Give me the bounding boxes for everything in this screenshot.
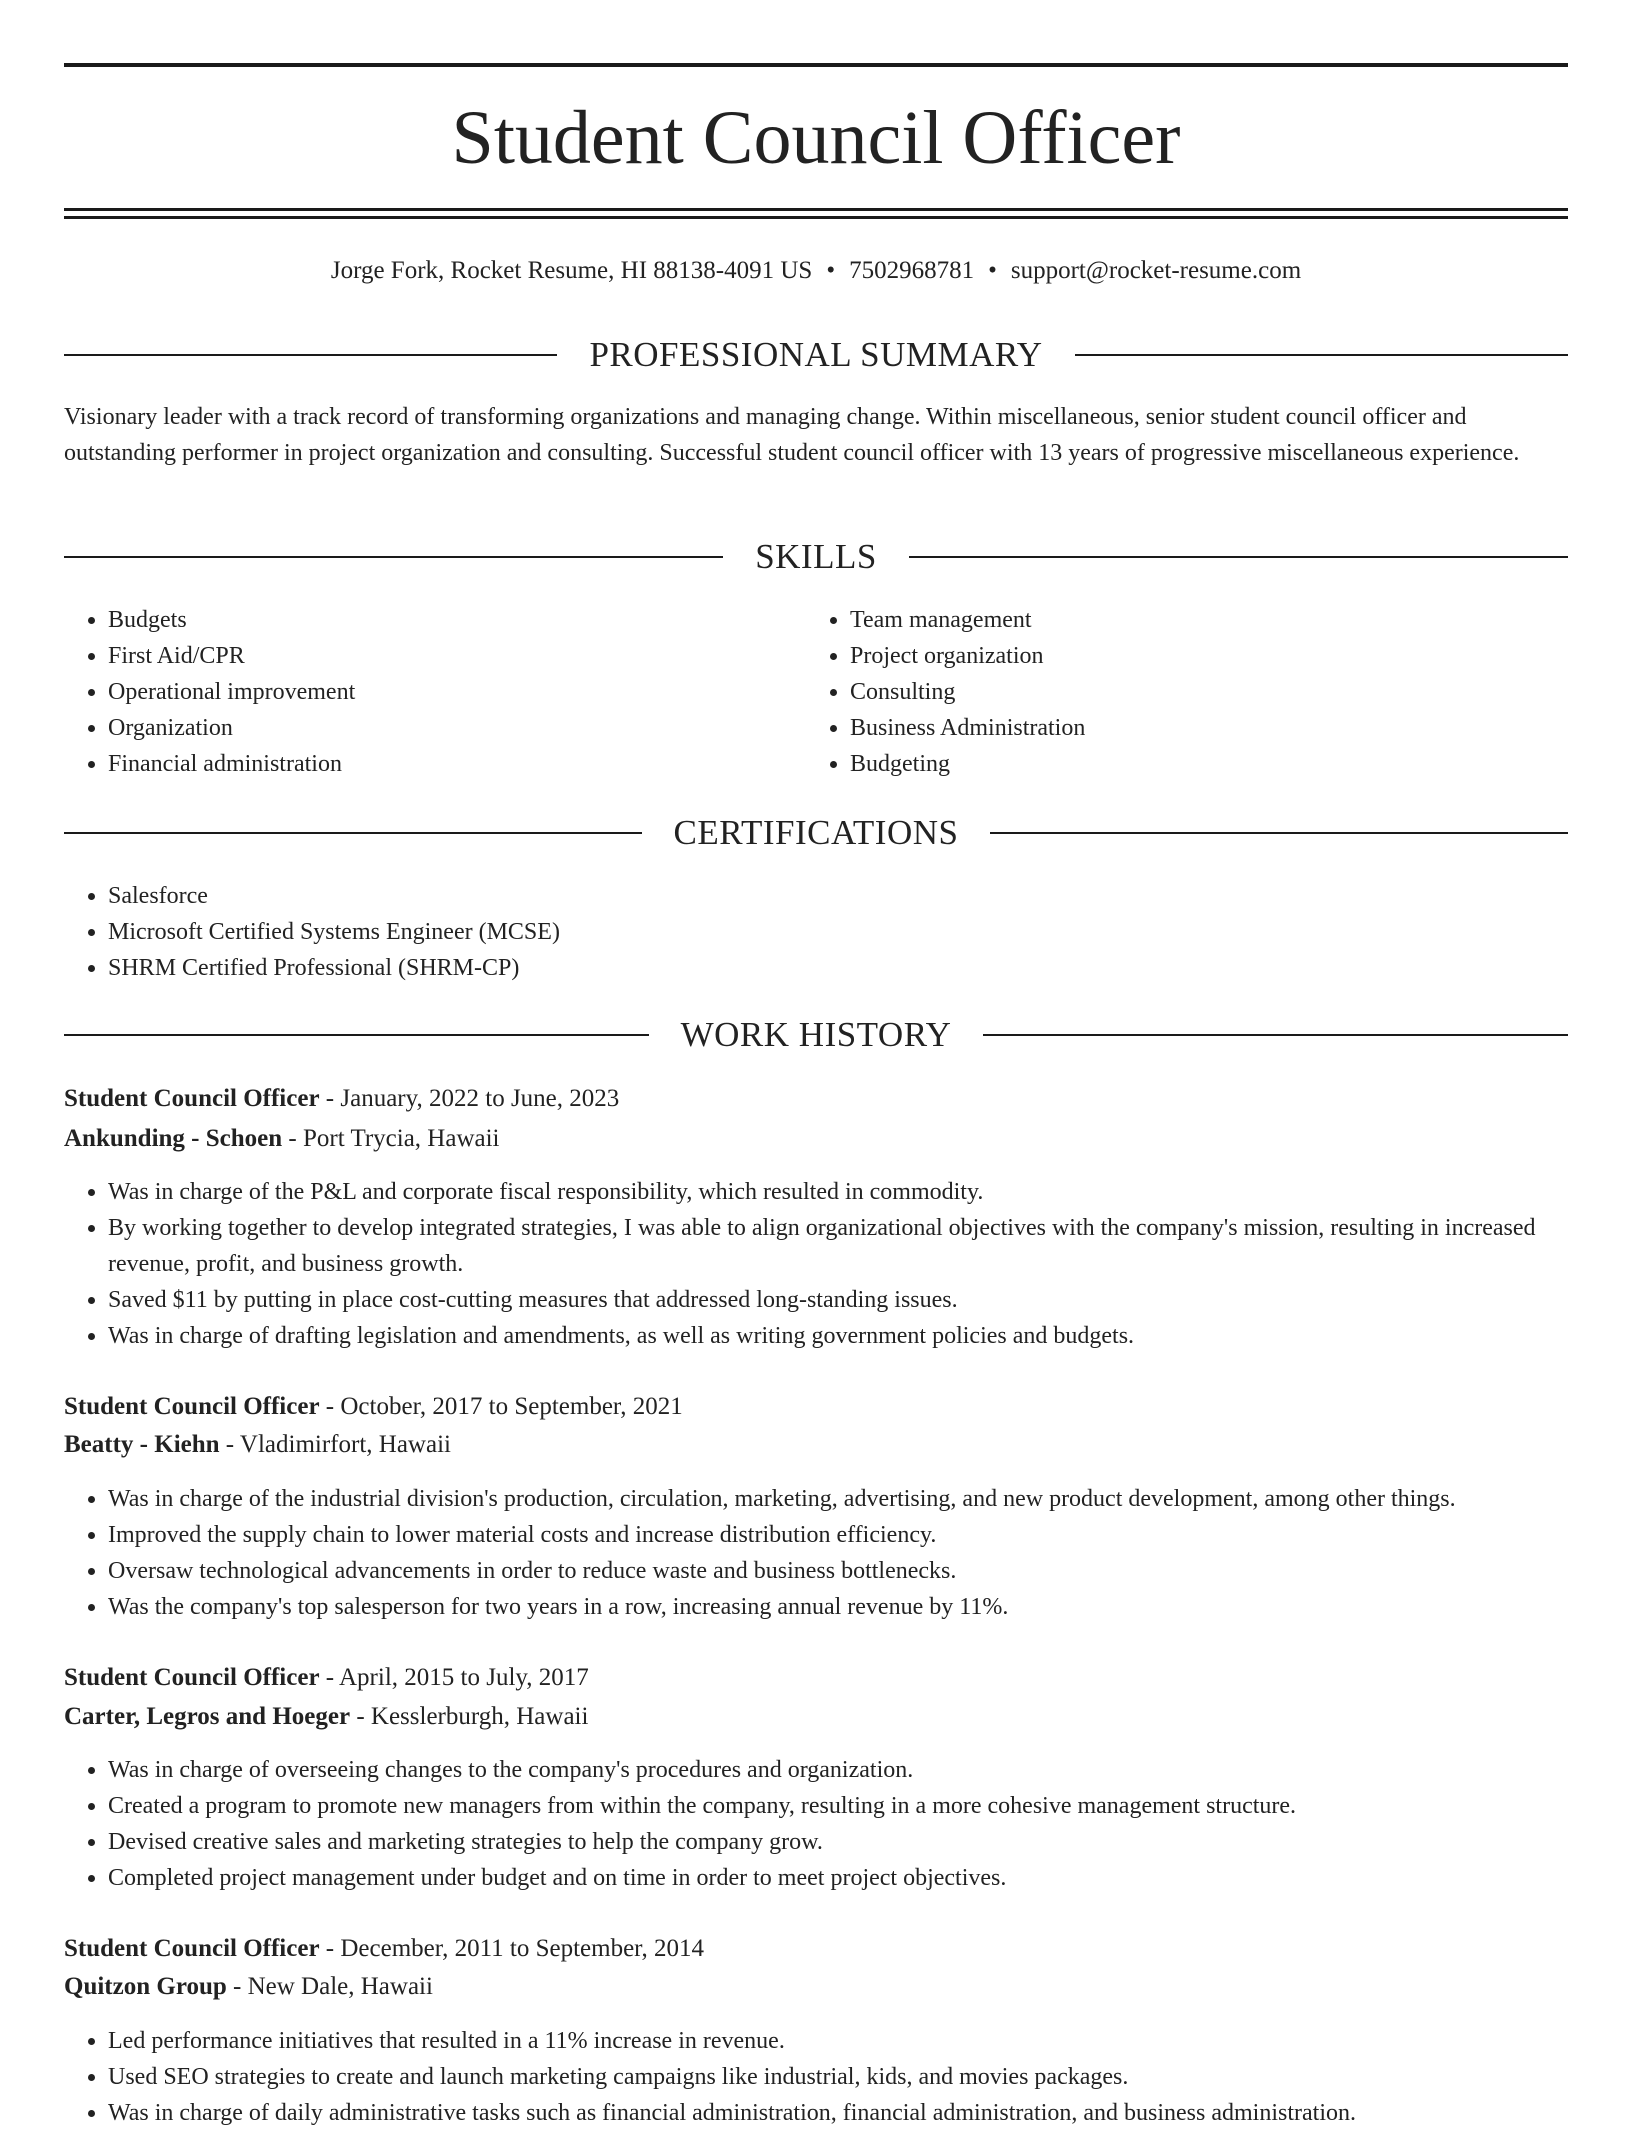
section-rule [64, 556, 723, 558]
job-bullet: • Was in charge of drafting legislation and amendments, as well as writing government policies and budgets. [108, 1318, 1568, 1354]
skill-item: • Project organization [850, 638, 1550, 674]
skills-list-right [806, 602, 1550, 782]
job-bullet: • Used SEO strategies to create and launch marketing campaigns like industrial, kids, and movies packages. [108, 2059, 1568, 2095]
header-bottom-rule-2 [64, 216, 1568, 219]
job-bullet: • Was in charge of the industrial division's production, circulation, marketing, advertising, and new product development, among other things. [108, 1481, 1608, 1517]
job-location: - New Dale, Hawaii [226, 1973, 433, 2000]
contact-separator: • [826, 257, 836, 284]
page-title: Student Council Officer [451, 96, 1181, 180]
skills-section-header [64, 535, 1568, 579]
skills-heading: SKILLS [755, 537, 877, 576]
certification-item: • Salesforce [108, 878, 1508, 914]
job-company-line [64, 1699, 1568, 1735]
job-company-line [64, 1427, 1568, 1463]
skill-item: • Organization [108, 710, 808, 746]
contact-line [0, 254, 1632, 288]
summary-text: Visionary leader with a track record of transforming organizations and managing change. Within miscellaneous, senior student council officer and outstanding performer in project organization and consulting. Successful student council officer with 13 years of progressive miscellaneous experience. [64, 404, 1520, 466]
certifications-section-header [64, 811, 1568, 855]
job-dates: - January, 2022 to June, 2023 [319, 1085, 620, 1112]
certifications-list [64, 878, 1508, 986]
skill-item: • Operational improvement [108, 674, 808, 710]
job-company-line [64, 1121, 1568, 1157]
certification-item: • Microsoft Certified Systems Engineer (MCSE) [108, 914, 1508, 950]
job-title-line [64, 1931, 1568, 1967]
section-rule [909, 556, 1568, 558]
contact-phone: 7502968781 [849, 257, 975, 284]
job-title-line [64, 1389, 1568, 1425]
job-location: - Port Trycia, Hawaii [282, 1125, 500, 1152]
job-bullet: • Devised creative sales and marketing strategies to help the company grow. [108, 1824, 1568, 1860]
section-rule [983, 1034, 1568, 1036]
summary-section-header [64, 333, 1568, 377]
job-bullets [64, 1481, 1608, 1625]
skills-list-left [64, 602, 808, 782]
job-title-line [64, 1660, 1568, 1696]
certifications-heading: CERTIFICATIONS [673, 813, 959, 852]
work-heading: WORK HISTORY [680, 1015, 952, 1054]
job-dates: - October, 2017 to September, 2021 [319, 1393, 683, 1420]
job-dates: - December, 2011 to September, 2014 [319, 1935, 705, 1962]
job-company: Beatty - Kiehn [64, 1431, 220, 1458]
job-bullet: • Saved $11 by putting in place cost-cutting measures that addressed long-standing issues. [108, 1282, 1568, 1318]
job-bullet: • Improved the supply chain to lower material costs and increase distribution efficiency. [108, 1517, 1608, 1553]
job-title: Student Council Officer [64, 1935, 320, 1962]
job-company: Ankunding - Schoen [64, 1125, 283, 1152]
skill-item: • Financial administration [108, 746, 808, 782]
job-title: Student Council Officer [64, 1393, 320, 1420]
job-bullet: • Created a program to promote new managers from within the company, resulting in a more cohesive management structure. [108, 1788, 1568, 1824]
work-section-header [64, 1013, 1568, 1057]
section-rule [64, 1034, 649, 1036]
job-bullet: • By working together to develop integrated strategies, I was able to align organizational objectives with the company's mission, resulting in increased revenue, profit, and business growth. [108, 1210, 1568, 1282]
contact-separator: • [988, 257, 997, 284]
section-rule [990, 832, 1568, 834]
skill-item: • Team management [850, 602, 1550, 638]
section-rule [64, 832, 642, 834]
job-bullets [64, 2023, 1568, 2131]
job-bullet: • Was in charge of the P&L and corporate fiscal responsibility, which resulted in commodity. [108, 1174, 1568, 1210]
header-top-rule [64, 63, 1568, 67]
header-bottom-rule-1 [64, 208, 1568, 211]
skill-item: • Business Administration [850, 710, 1550, 746]
job-bullet: • Led performance initiatives that resulted in a 11% increase in revenue. [108, 2023, 1568, 2059]
section-rule [64, 354, 557, 356]
job-company-line [64, 1969, 1568, 2005]
summary-heading: PROFESSIONAL SUMMARY [589, 335, 1043, 374]
job-company: Quitzon Group [64, 1973, 227, 2000]
certification-item: • SHRM Certified Professional (SHRM-CP) [108, 950, 1508, 986]
section-rule [1075, 354, 1568, 356]
job-bullet: • Was the company's top salesperson for two years in a row, increasing annual revenue by 11%. [108, 1589, 1608, 1625]
job-bullet: • Oversaw technological advancements in order to reduce waste and business bottlenecks. [108, 1553, 1608, 1589]
skill-item: • Budgeting [850, 746, 1550, 782]
job-bullet: • Was in charge of overseeing changes to the company's procedures and organization. [108, 1752, 1568, 1788]
job-bullet: • Completed project management under budget and on time in order to meet project objectives. [108, 1860, 1568, 1896]
job-company: Carter, Legros and Hoeger [64, 1703, 351, 1730]
skill-item: • Budgets [108, 602, 808, 638]
job-title-line [64, 1081, 1568, 1117]
job-bullet: • Was in charge of daily administrative tasks such as financial administration, financial administration, and business administration. [108, 2095, 1568, 2131]
skill-item: • Consulting [850, 674, 1550, 710]
job-dates: - April, 2015 to July, 2017 [319, 1664, 589, 1691]
job-location: - Vladimirfort, Hawaii [219, 1431, 451, 1458]
job-title: Student Council Officer [64, 1085, 320, 1112]
contact-email: support@rocket-resume.com [1010, 257, 1302, 284]
contact-address: Jorge Fork, Rocket Resume, HI 88138-4091 US [330, 257, 813, 284]
job-bullets [64, 1174, 1568, 1354]
skill-item: • First Aid/CPR [108, 638, 808, 674]
job-bullets [64, 1752, 1568, 1896]
job-location: - Kesslerburgh, Hawaii [350, 1703, 589, 1730]
job-title: Student Council Officer [64, 1664, 320, 1691]
